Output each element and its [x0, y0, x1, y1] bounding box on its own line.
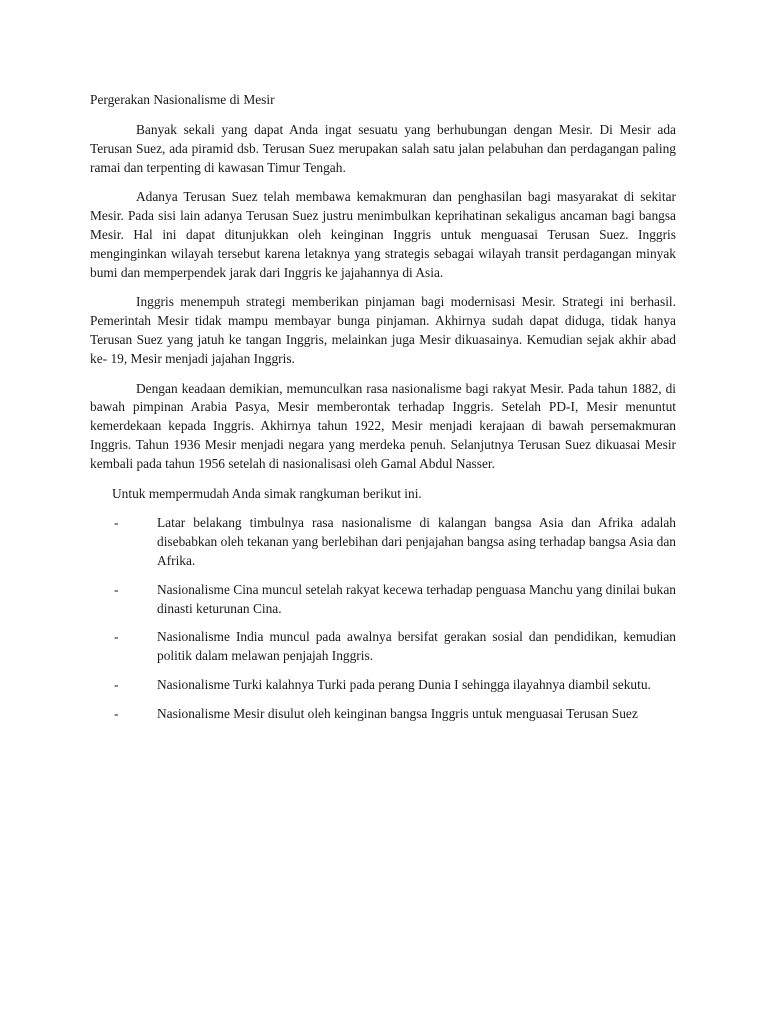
summary-item-text: Latar belakang timbulnya rasa nasionalisme di kalangan bangsa Asia dan Afrika adalah disebabkan oleh tekanan yang berlebihan dari penjajahan bangsa asing terhadap bangsa Asia dan Afrika. [157, 515, 676, 568]
summary-item-china [90, 581, 676, 619]
summary-item-asia-africa [90, 514, 676, 570]
summary-item-turkey [90, 676, 676, 695]
summary-item-text: Nasionalisme Mesir disulut oleh keinginan bangsa Inggris untuk menguasai Terusan Suez [157, 705, 638, 721]
bullet-dash: - [114, 705, 119, 721]
bullet-dash: - [114, 581, 119, 597]
paragraph-egyptian-nationalism: Dengan keadaan demikian, memunculkan rasa nasionalisme bagi rakyat Mesir. Pada tahun 1882, di bawah pimpinan Arabia Pasya, Mesir memberontak terhadap Inggris. Setelah PD-I, Mesir menuntut kemerdekaan kepada Inggris. Akhirnya tahun 1922, Mesir menjadi kerajaan di bawah persemakmuran Inggris. Tahun 1936 Mesir menjadi negara yang merdeka penuh. Selanjutnya Terusan Suez dikuasai Mesir kembali pada tahun 1956 setelah di nasionalisasi oleh Gamal Abdul Nasser. [90, 380, 676, 471]
bullet-dash: - [114, 676, 119, 692]
summary-item-india [90, 628, 676, 666]
summary-list [90, 514, 676, 723]
document-body [90, 121, 676, 734]
bullet-dash: - [114, 629, 119, 645]
summary-item-text: Nasionalisme India muncul pada awalnya bersifat gerakan sosial dan pendidikan, kemudian politik dalam melawan penjajah Inggris. [157, 629, 676, 664]
summary-item-text: Nasionalisme Turki kalahnya Turki pada perang Dunia I sehingga ilayahnya diambil sekutu. [157, 676, 651, 692]
paragraph-suez-prosperity: Adanya Terusan Suez telah membawa kemakmuran dan penghasilan bagi masyarakat di sekitar Mesir. Pada sisi lain adanya Terusan Suez justru menimbulkan keprihatinan sekaligus ancaman bagi bangsa Mesir. Hal ini dapat ditunjukkan oleh keinginan Inggris untuk menguasai Terusan Suez. Inggris menginginkan wilayah tersebut karena letaknya yang strategis sebagai wilayah transit perdagangan minyak bumi dan memperpendek jarak dari Inggris ke jajahannya di Asia. [90, 189, 676, 280]
summary-item-text: Nasionalisme Cina muncul setelah rakyat kecewa terhadap penguasa Manchu yang dinilai bukan dinasti keturunan Cina. [157, 581, 676, 616]
paragraph-suez-intro: Banyak sekali yang dapat Anda ingat sesuatu yang berhubungan dengan Mesir. Di Mesir ada Terusan Suez, ada piramid dsb. Terusan Suez merupakan salah satu jalan pelabuhan dan perdagangan paling ramai dan terpenting di kawasan Timur Tengah. [90, 122, 676, 175]
summary-item-egypt [90, 705, 676, 724]
summary-intro: Untuk mempermudah Anda simak rangkuman berikut ini. [112, 485, 422, 501]
bullet-dash: - [114, 515, 119, 531]
document-title: Pergerakan Nasionalisme di Mesir [90, 92, 275, 107]
paragraph-british-loans: Inggris menempuh strategi memberikan pinjaman bagi modernisasi Mesir. Strategi ini berhasil. Pemerintah Mesir tidak mampu membayar bunga pinjaman. Akhirnya sudah dapat diduga, tidak hanya Terusan Suez yang jatuh ke tangan Inggris, melainkan juga Mesir dikuasainya. Kemudian sejak akhir abad ke- 19, Mesir menjadi jajahan Inggris. [90, 294, 676, 366]
